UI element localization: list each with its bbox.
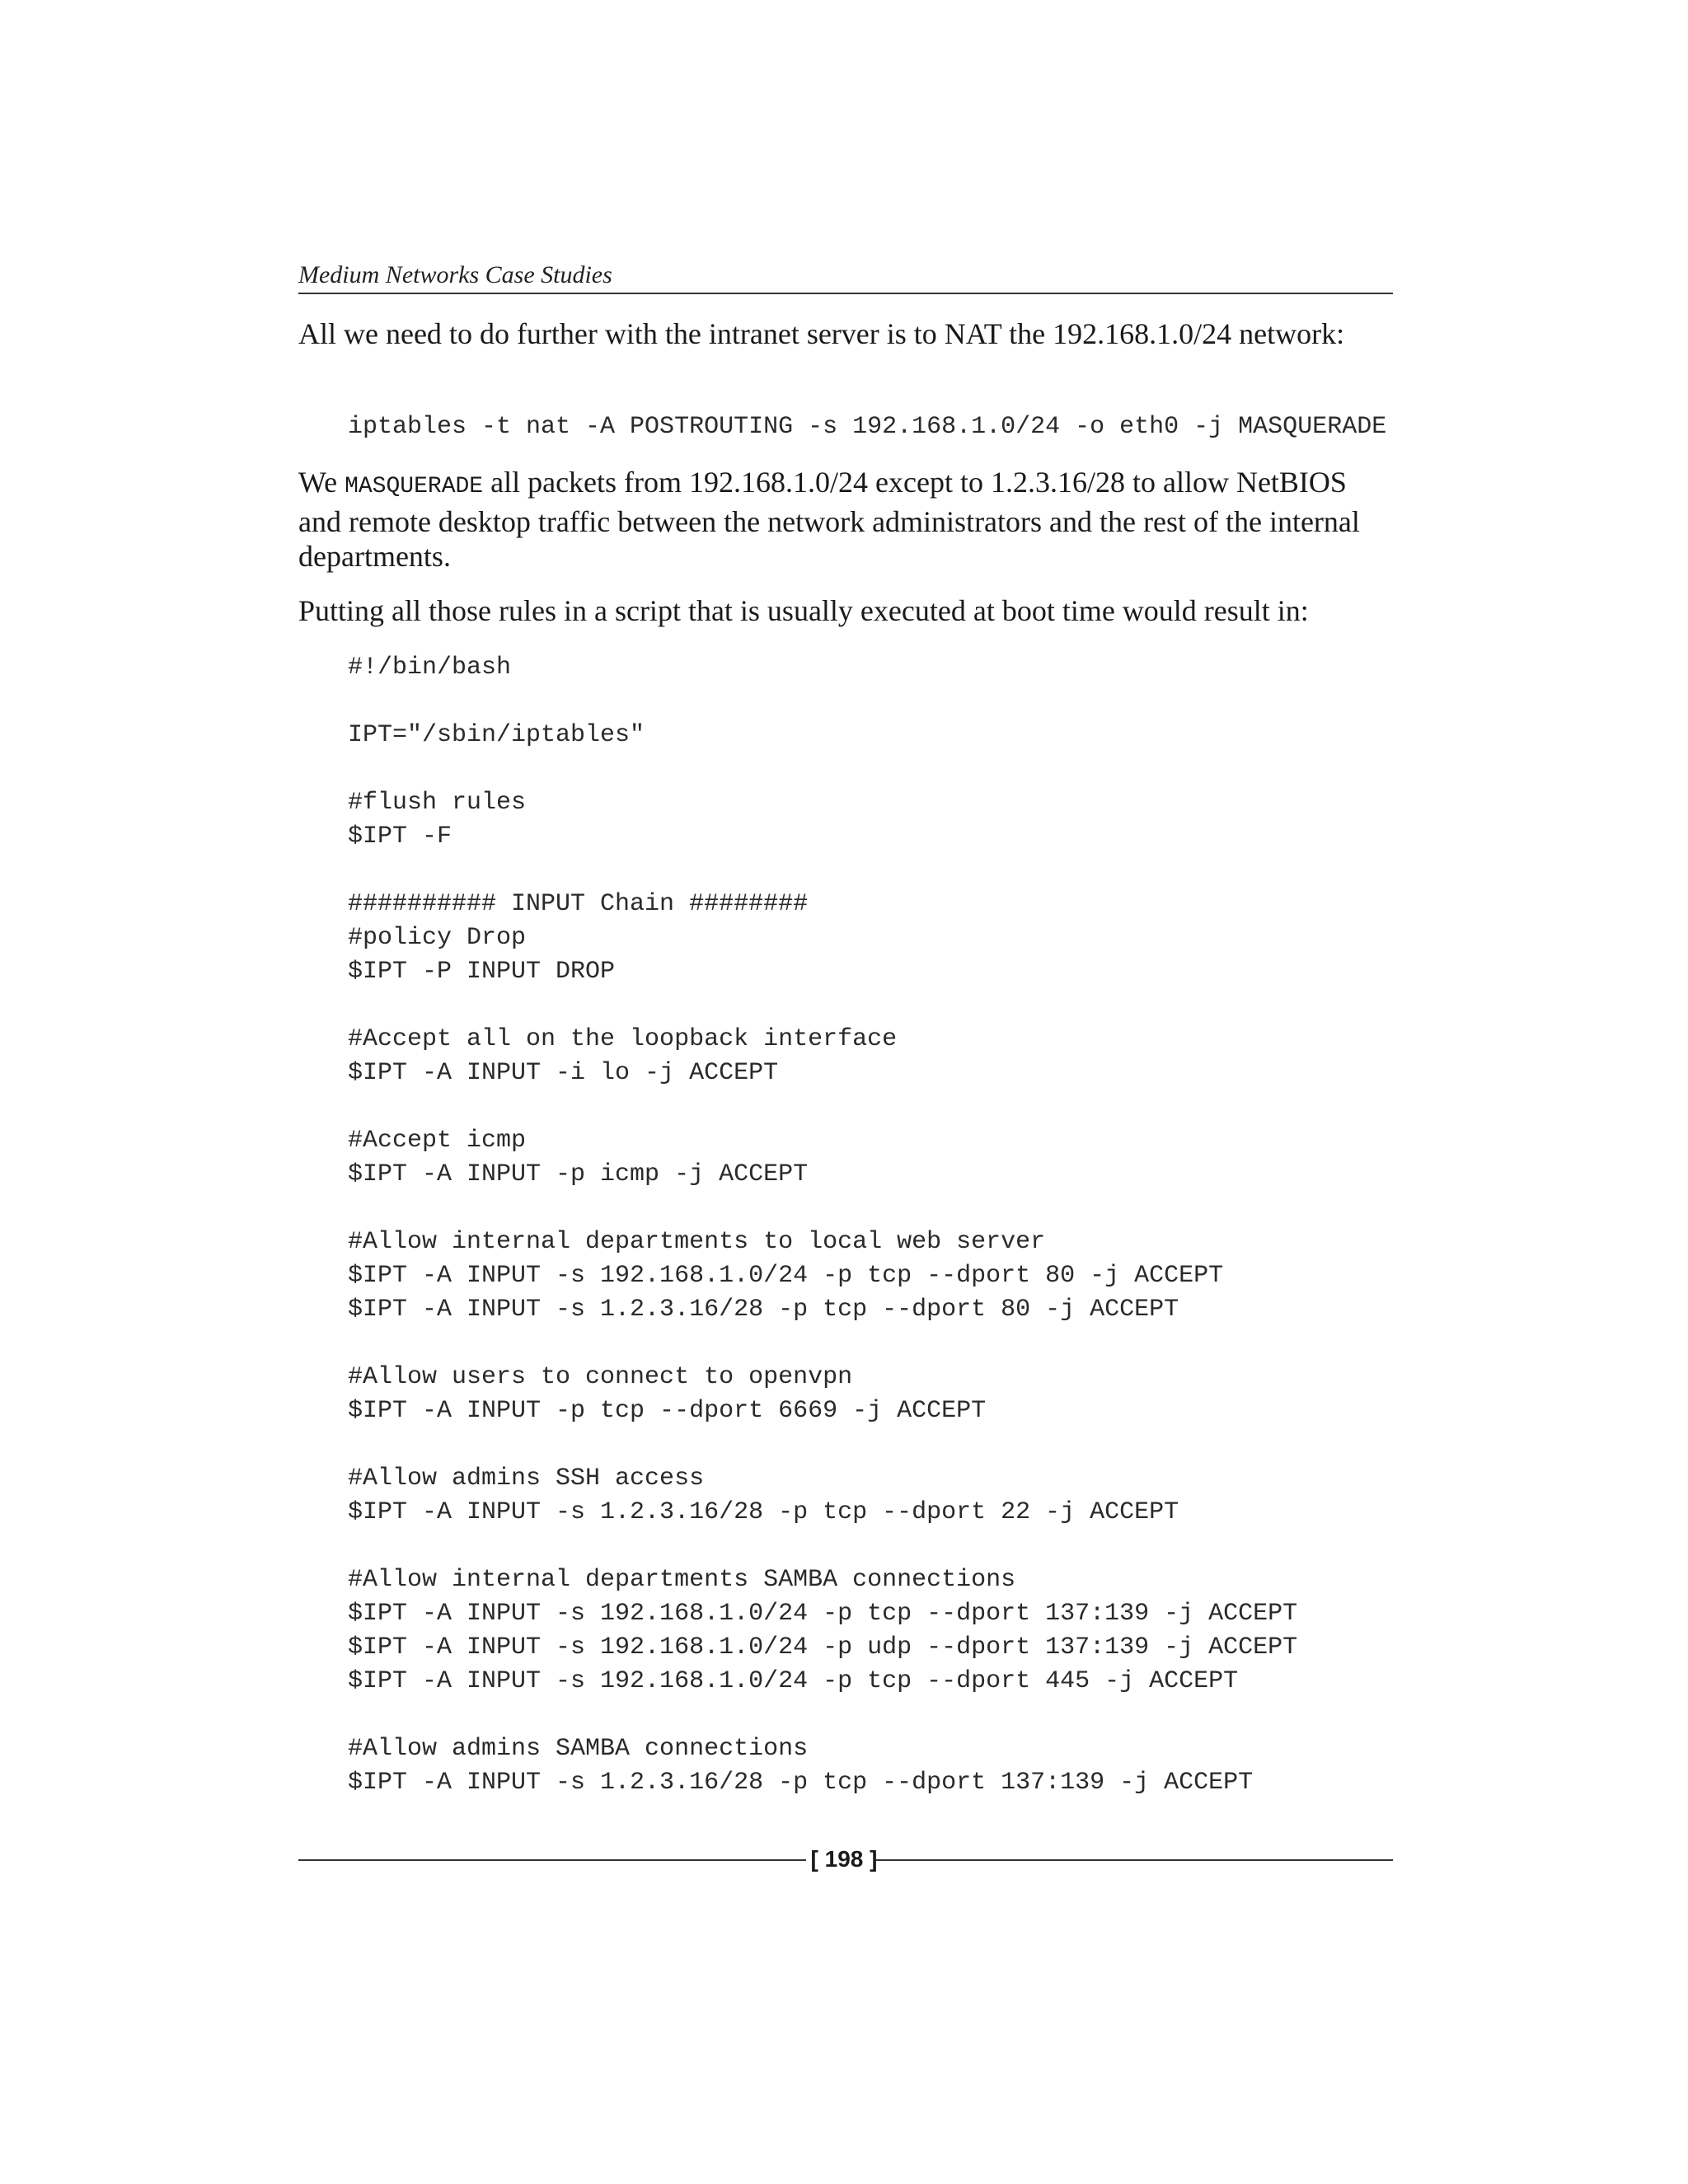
code-line: #Accept all on the loopback interface bbox=[348, 1025, 898, 1053]
code-line: $IPT -A INPUT -s 1.2.3.16/28 -p tcp --dport 137:139 -j ACCEPT bbox=[348, 1769, 1254, 1797]
code-line: $IPT -A INPUT -p tcp --dport 6669 -j ACCEPT bbox=[348, 1397, 987, 1425]
code-line: #Allow admins SAMBA connections bbox=[348, 1735, 809, 1763]
code-blank-line bbox=[348, 685, 1297, 719]
code-line: #Allow internal departments SAMBA connections bbox=[348, 1566, 1016, 1594]
code-blank-line bbox=[348, 1699, 1297, 1732]
code-blank-line bbox=[348, 1090, 1297, 1124]
code-line: IPT="/sbin/iptables" bbox=[348, 721, 645, 749]
code-line: #Allow users to connect to openvpn bbox=[348, 1363, 853, 1391]
code-block-masquerade: iptables -t nat -A POSTROUTING -s 192.168.1.0/24 -o eth0 -j MASQUERADE bbox=[348, 413, 1387, 441]
code-line: $IPT -A INPUT -s 1.2.3.16/28 -p tcp --dport 22 -j ACCEPT bbox=[348, 1498, 1179, 1526]
code-line: #Allow admins SSH access bbox=[348, 1465, 705, 1493]
code-line: #!/bin/bash bbox=[348, 654, 512, 682]
paragraph-script-intro: Putting all those rules in a script that is usually executed at boot time would result in: bbox=[298, 594, 1309, 627]
paragraph-nat-intro: All we need to do further with the intranet server is to NAT the 192.168.1.0/24 network: bbox=[298, 317, 1345, 350]
code-line: $IPT -A INPUT -s 192.168.1.0/24 -p tcp --dport 80 -j ACCEPT bbox=[348, 1262, 1224, 1290]
running-header: Medium Networks Case Studies bbox=[298, 261, 612, 288]
code-line: #Allow internal departments to local web server bbox=[348, 1228, 1046, 1256]
code-line: $IPT -P INPUT DROP bbox=[348, 958, 616, 986]
code-line: #policy Drop bbox=[348, 924, 527, 952]
paragraph-text-before: We bbox=[298, 466, 345, 499]
code-blank-line bbox=[348, 854, 1297, 888]
code-blank-line bbox=[348, 1327, 1297, 1361]
code-line: $IPT -A INPUT -s 192.168.1.0/24 -p tcp --dport 445 -j ACCEPT bbox=[348, 1667, 1239, 1695]
code-blank-line bbox=[348, 1428, 1297, 1462]
code-line: ########## INPUT Chain ######## bbox=[348, 890, 809, 918]
paragraph-masquerade-explanation bbox=[298, 465, 1393, 574]
footer-rule-right bbox=[875, 1859, 1393, 1861]
code-line: $IPT -A INPUT -p icmp -j ACCEPT bbox=[348, 1160, 809, 1188]
code-blank-line bbox=[348, 1530, 1297, 1563]
paragraph-text-after: all packets from 192.168.1.0/24 except to 1.2.3.16/28 to allow NetBIOS and remote desktop traffic between the network administrators and the rest of the internal departments. bbox=[298, 466, 1360, 573]
code-blank-line bbox=[348, 752, 1297, 786]
code-line: $IPT -A INPUT -s 1.2.3.16/28 -p tcp --dport 80 -j ACCEPT bbox=[348, 1296, 1179, 1324]
footer-rule-left bbox=[298, 1859, 806, 1861]
code-line: $IPT -A INPUT -s 192.168.1.0/24 -p udp --dport 137:139 -j ACCEPT bbox=[348, 1633, 1298, 1661]
book-page bbox=[298, 0, 1393, 2184]
inline-code-masquerade: MASQUERADE bbox=[345, 474, 484, 499]
code-line: $IPT -A INPUT -s 192.168.1.0/24 -p tcp --dport 137:139 -j ACCEPT bbox=[348, 1600, 1298, 1628]
code-blank-line bbox=[348, 1192, 1297, 1226]
page-footer bbox=[298, 1843, 1393, 1876]
code-line: #Accept icmp bbox=[348, 1127, 527, 1155]
code-block-script bbox=[348, 651, 1297, 1800]
code-line: #flush rules bbox=[348, 789, 527, 817]
page-number: [ 198 ] bbox=[810, 1846, 878, 1872]
header-rule bbox=[298, 293, 1393, 294]
code-blank-line bbox=[348, 989, 1297, 1023]
code-line: $IPT -A INPUT -i lo -j ACCEPT bbox=[348, 1059, 779, 1087]
code-line: $IPT -F bbox=[348, 823, 452, 851]
